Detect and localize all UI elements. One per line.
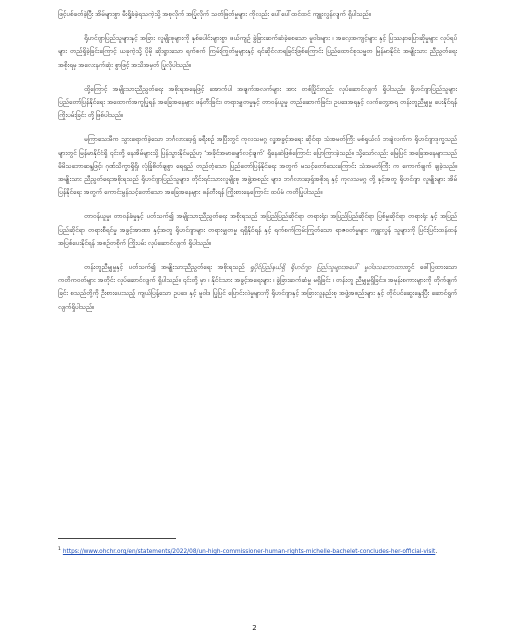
page-number: 2 — [252, 624, 257, 632]
paragraph-4 — [58, 133, 457, 199]
paragraph-4-text: မကြာသေးမီက သွားရောက်ခဲ့သော ဘင်္ဂလားဒေ့ရှ် ခရီးစဉ် အပြီးတွင် ကုလသမဂ္ဂ လူ့အခွင့်အရေး ဆိုင်ရာ သံအမတ်ကြီး မစ်ရှယ်လ် ဘချဲလက်က ရိုဟင်ဂျာဒုက္ခသည်များတွင် မြန်မာနိုင်ငံရှိ ၎င်းတို့ နေအိမ်များသို့ ပြန်သွားနိုင်မည့်ဟု ‘အခိုင်အမာမျှော်လင့်ချက်’ ရှိနေဆဲဖြစ်ကြောင်း ပြောကြားခဲ့သည်။ သို့သော်လည်း မြေပြင် အခြေအနေများသည် မိမိသဘောဆန္ဒဖြင့်၊ ဂုဏ်သိက္ခာရှိရှိ၊ လုံခြုံစိတ်ချစွာ ရေရှည် တည်တံ့သော ပြည်တော်ပြန်နိုင်ရေး အတွက် မသင့်တော်သေးကြောင်း သံအမတ်ကြီး က ကောက်ချက် ချခဲ့သည်။ အမျိုးသား ညီညွတ်ရေးအစိုးရသည် ရိုဟင်ဂျာပြည်သူများ၊ တိုင်းရင်းသားလူမျိုးစု အဖွဲ့အစည်း များ၊ ဘင်္ဂလားဒေ့ရှ်အစိုးရ နှင့် ကုလသမဂ္ဂ တို့ နှင့်အတူ ရိုဟင်ဂျာ လူမျိုးများ အိမ်ပြန်နိုင်ရေး အတွက် ကောင်းမွန်သင့်တော်သော အခြေအနေများ ဖန်တီးရန် ကြိုးစားနေကြောင်း ထပ်မံ ကတိပြုပါသည်။ — [58, 135, 457, 197]
footnote-suffix: . — [435, 548, 438, 555]
footnote-number: 1 — [58, 547, 61, 552]
paragraph-3 — [58, 83, 457, 123]
footnote-divider — [58, 538, 176, 539]
paragraph-1 — [58, 8, 457, 21]
footnote-link[interactable]: https://www.ohchr.org/en/statements/2022/08/un-high-commissioner-human-rights-michelle-bachelet-concludes-her-official-visit — [62, 548, 436, 555]
paragraph-6-text-before: တန်းတူညီမျှမှုနှင့် ပတ်သက်၍ အမျိုးသားညီညွတ်ရေး အစိုးရသည် — [84, 263, 251, 272]
paragraph-2-text: ရိုဟင်ဂျာပြည်သူများနှင့် အခြား လူမျိုးစုများကို နှစ်ပေါင်းများစွာ ဖယ်ကျဉ် ခွဲခြားဆက်ဆံခဲ့စေသော မူဝါဒများ ၊ အလေ့အကျင့်များ နှင့် ပြဿနာပြောဆိုမှုများ လုပ်ရပ်များ တည်ရှိခဲ့ခြင်းကြောင့် ယခုကဲ့သို့ ပိုမို ဆိုးရွားသော ရက်စက် ကြမ်းကြုတ်မှုများနှင့် ရင်ဆိုင်လာရခြင်းဖြစ်ကြောင်း ပြည်ထောင်စုသမ္မတ မြန်မာနိုင်ငံ အမျိုးသား ညီညွတ်ရေး အစိုးရမှ အလေးနက်ဆုံး စွာဖြင့် အသိအမှတ် ပြုလိုပါသည်။ — [58, 34, 457, 69]
policy-title-emphasis: ရှုပိုင်ပြည်နယ်ရှိ ရိုဟင်ဂျာ ပြည်သူများအပေါ် မူဝါဒသဘောထား — [250, 263, 405, 272]
paragraph-1-text: ဖြင့်ပစ်ခတ်ခဲ့ပြီး အိမ်များစွာ မီးရှို့ခံခဲ့ရသကဲ့သို့ အစုလိုက် အပြုံလိုက် သတ်ဖြတ်မှုများ ကိုလည်း ပေါ်ပေါ်ထင်ထင် ကျူးလွန်လျက် ရှိပါသည်။ — [58, 10, 371, 18]
paragraph-5-text: တာဝန်ယူမှု၊ တာဝန်ခံမှုနှင့် ပတ်သက်၍ အမျိုးသားညီညွတ်ရေး အစိုးရသည် အပြည်ပြည်ဆိုင်ရာ တရားရုံး၊ အပြည်ပြည်ဆိုင်ရာ ပြစ်မှုဆိုင်ရာ တရားရုံး နှင့် အပြည်ပြည်ဆိုင်ရာ တရားစီရင်မှု အခွင့်အာဏာ နှင့်အတူ ရိုဟင်ဂျာများ တရားမျှတမှု ရရှိနိုင်ရန် နှင့် ရက်စက်ကြမ်းကြုတ်သော ရာဇဝတ်မှုများ ကျူးလွန် သူများကို ပြင်းပြင်းထန်ထန် အပြစ်ပေးနိုင်ရန် အစဉ်တစိုက် ကြိုးပမ်း လုပ်ဆောင်လျက် ရှိပါသည်။ — [58, 212, 457, 247]
paragraph-3-text: ထို့ကြောင့် အမျိုးသားညီညွတ်ရေး အစိုးရအနေဖြင့် အောက်ပါ အချက်အလက်များ အား တစ်ပြိုင်တည်း လုပ်ဆောင်လျက် ရှိပါသည်။ ရိုဟင်ဂျာပြည်သူများ ပြည်တော်ပြန်နိုင်ရေး အထောက်အကူပြုရန် အခြေအနေများ ဖန်တီးခြင်း၊ တရားမျှတမှုနှင့် တာဝန်ယူမှု တည်ဆောက်ခြင်း၊ ဥပဒေအရနှင့် လက်တွေ့အရ တန်းတူညီမျှမှု ပေးနိုင်ရန် ကြိုးပမ်းခြင်း တို့ဖြစ်ပါသည်။ — [58, 84, 457, 120]
paragraph-6-text-after: တွင် ဖေါ်ပြထားသော ကတိကဝတ်များ အတိုင်း လုပ်ဆောင်လျက် ရှိပါသည်။ ၎င်းတို့ မှာ ၊ နိုင်ငံသား အခွင့်အရေးများ ၊ ခွဲခြားဆက်ဆံမှု မရှိခြင်း ၊ တန်းတူ ညီမျှမှုရှိခြင်း။ အမုန်းစကားများကို တိုက်ဖျက်ခြင်း စသည်တို့ကို ဦးစားပေးသည့် ကျယ်ပြန့်သော ဥပဒေ နှင့် မူဝါဒ ပြုပြင် ပြောင်းလဲမှုများကို ရိုဟင်ဂျာနှင့် အခြားလူနည်းစု အဖွဲ့အစည်းများ နှင့် တိုင်ပင်ဆွေးနွေးပြီး ဆောင်ရွက်လျက်ရှိပါသည်။ — [58, 263, 457, 311]
paragraph-2 — [58, 32, 457, 72]
paragraph-5 — [58, 210, 457, 250]
paragraph-6 — [58, 261, 457, 314]
footnote — [58, 545, 458, 557]
